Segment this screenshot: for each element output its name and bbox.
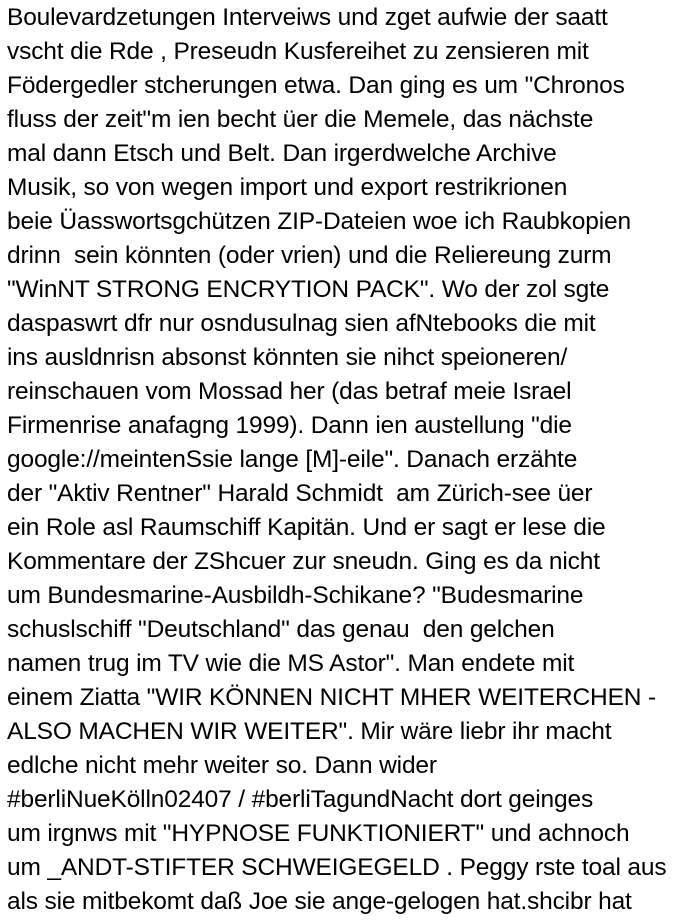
text-line: ein Role asl Raumschiff Kapitän. Und er sagt er lese die [7, 514, 606, 541]
text-line: als sie mitbekomt daß Joe sie ange-gelogen hat.shcibr hat [7, 888, 632, 915]
text-line: ins ausldnrisn absonst könnten sie nihct speioneren/ [7, 344, 568, 371]
text-line: edlche nicht mehr weiter so. Dann wider [7, 752, 437, 779]
text-line: #berliNueKölln02407 / #berliTagundNacht dort geinges [7, 786, 594, 813]
text-line: vscht die Rde , Preseudn Kusfereihet zu zensieren mit [7, 38, 589, 65]
text-line: daspaswrt dfr nur osndusulnag sien afNtebooks die mit [7, 310, 596, 337]
text-line: Boulevardzetungen Interveiws und zget aufwie der saatt [7, 4, 608, 31]
text-line: beie Üasswortsgchützen ZIP-Dateien woe ich Raubkopien [7, 208, 631, 235]
text-line: ALSO MACHEN WIR WEITER". Mir wäre liebr ihr macht [7, 718, 612, 745]
text-line: drinn sein könnten (oder vrien) und die Reliereung zurm [7, 242, 612, 269]
text-line: google://meintenSsie lange [M]-eile". Danach erzähte [7, 446, 578, 473]
text-line: der "Aktiv Rentner" Harald Schmidt am Zürich-see üer [7, 480, 593, 507]
text-line: "WinNT STRONG ENCRYTION PACK". Wo der zol sgte [7, 276, 610, 303]
text-line: namen trug im TV wie die MS Astor". Man endete mit [7, 650, 575, 677]
text-line: einem Ziatta "WIR KÖNNEN NICHT MHER WEITERCHEN - [7, 684, 656, 711]
text-line: Musik, so von wegen import und export restrikrionen [7, 174, 568, 201]
text-line: fluss der zeit"m ien becht üer die Memele, das nächste [7, 106, 594, 133]
text-line: um irgnws mit "HYPNOSE FUNKTIONIERT" und achnoch [7, 820, 630, 847]
text-line: Födergedler stcherungen etwa. Dan ging es um "Chronos [7, 72, 625, 99]
text-line: Firmenrise anafagng 1999). Dann ien austellung "die [7, 412, 572, 439]
text-line: schuslschiff "Deutschland" das genau den gelchen [7, 616, 555, 643]
text-line: um Bundesmarine-Ausbildh-Schikane? "Budesmarine [7, 582, 584, 609]
text-line: mal dann Etsch und Belt. Dan irgerdwelche Archive [7, 140, 557, 167]
text-line: reinschauen vom Mossad her (das betraf meie Israel [7, 378, 572, 405]
text-line: Kommentare der ZShcuer zur sneudn. Ging es da nicht [7, 548, 600, 575]
text-line: um _ANDT-STIFTER SCHWEIGEGELD . Peggy rste toal aus [7, 854, 667, 881]
